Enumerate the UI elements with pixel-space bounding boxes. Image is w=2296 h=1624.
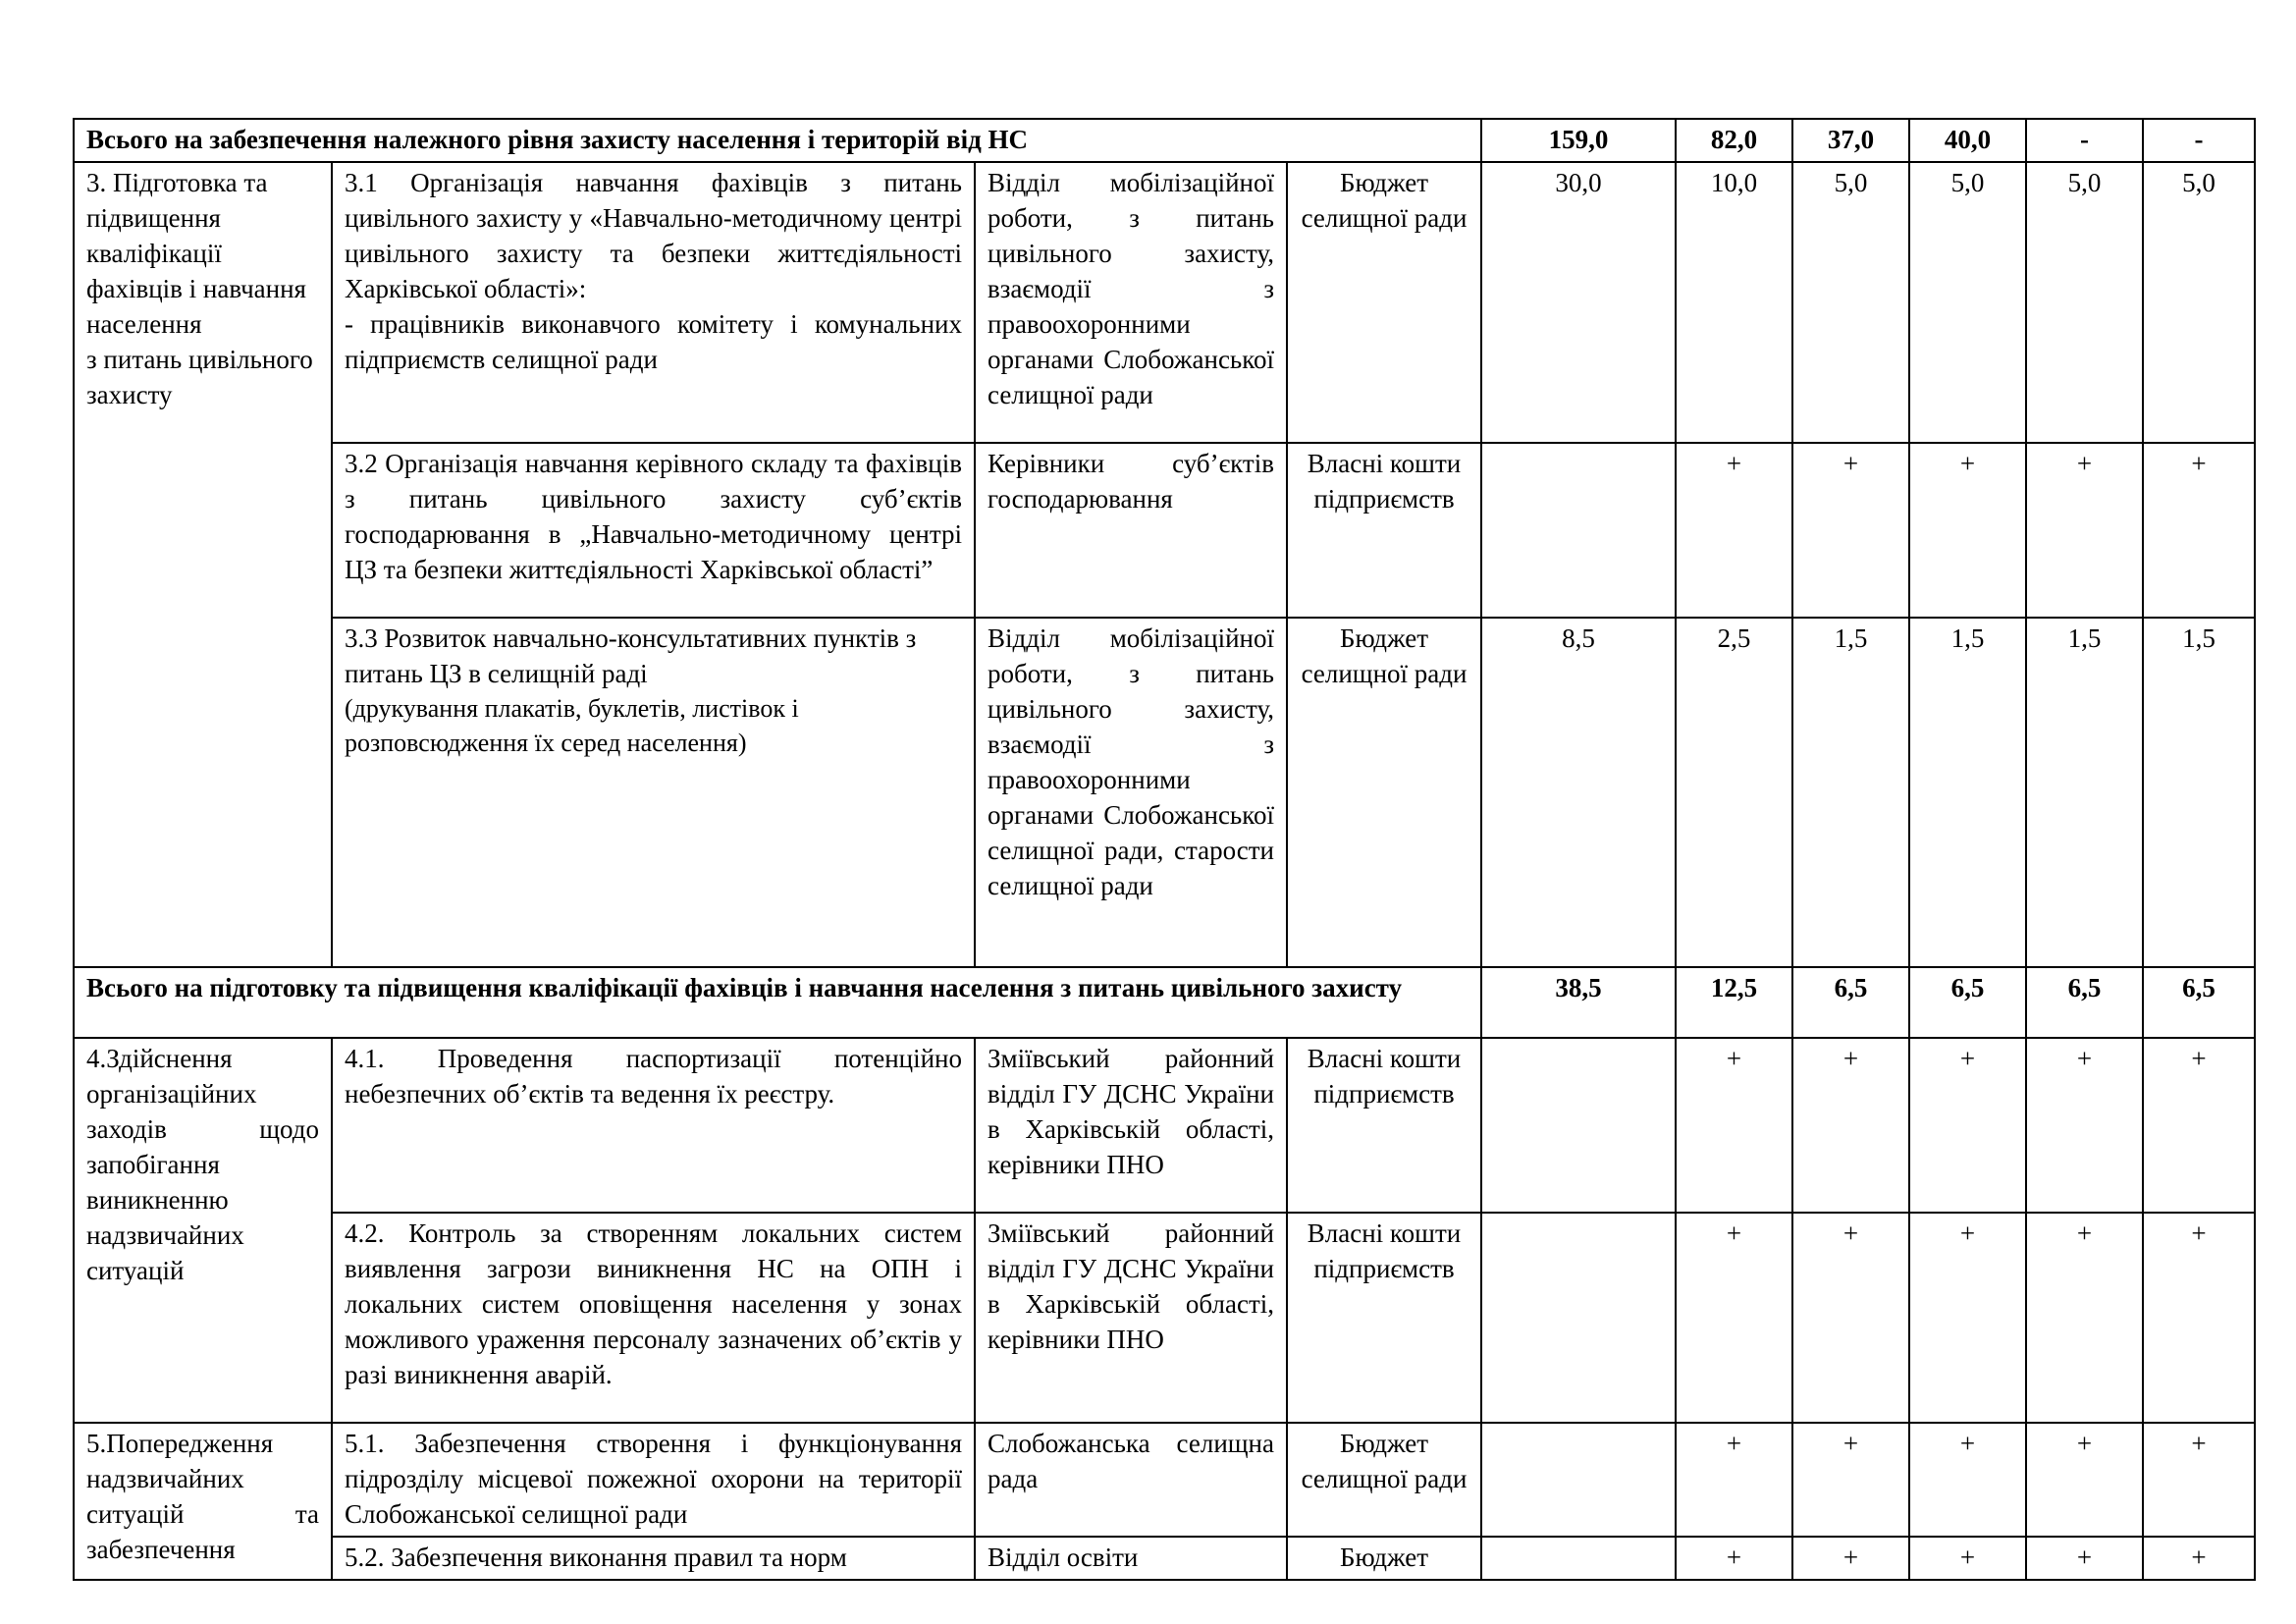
funding-source-cell: Власні кошти підприємств bbox=[1287, 1213, 1481, 1423]
responsible-cell: Зміївський районний відділ ГУ ДСНС України в Харківській області, керівники ПНО bbox=[975, 1213, 1287, 1423]
section-title: 5.Попередження надзвичайних ситуацій та забезпечення bbox=[74, 1423, 332, 1580]
measure-text: (друкування плакатів, буклетів, листівок і розповсюдження їх серед населення) bbox=[345, 694, 799, 757]
total-value: 159,0 bbox=[1481, 119, 1676, 162]
value-cell: 1,5 bbox=[1909, 618, 2026, 967]
total-value: 12,5 bbox=[1676, 967, 1792, 1038]
value-cell: + bbox=[1909, 1038, 2026, 1213]
total-value: - bbox=[2143, 119, 2255, 162]
measure-text: 5.1. Забезпечення створення і функціонування підрозділу місцевої пожежної охорони на території Слобожанської селищної ради bbox=[332, 1423, 975, 1537]
value-cell bbox=[1481, 443, 1676, 618]
table-row bbox=[74, 1423, 2255, 1537]
measure-text: 3.1 Організація навчання фахівців з питань цивільного захисту у «Навчально-методичному центрі цивільного захисту та безпеки життєдіяльності Харківської області»: bbox=[345, 168, 962, 303]
value-cell: + bbox=[1909, 443, 2026, 618]
value-cell: + bbox=[2026, 1537, 2143, 1580]
value-cell: 2,5 bbox=[1676, 618, 1792, 967]
total-value: 6,5 bbox=[1792, 967, 1909, 1038]
value-cell: 5,0 bbox=[1909, 162, 2026, 443]
value-cell bbox=[1481, 1213, 1676, 1423]
measure-text: 5.2. Забезпечення виконання правил та норм bbox=[332, 1537, 975, 1580]
value-cell: + bbox=[1676, 1423, 1792, 1537]
total-value: 37,0 bbox=[1792, 119, 1909, 162]
value-cell: + bbox=[2143, 1537, 2255, 1580]
value-cell: 5,0 bbox=[2143, 162, 2255, 443]
total-label: Всього на підготовку та підвищення кваліфікації фахівців і навчання населення з питань цивільного захисту bbox=[74, 967, 1481, 1038]
value-cell: + bbox=[2026, 1213, 2143, 1423]
value-cell: + bbox=[1792, 1038, 1909, 1213]
total-value: 38,5 bbox=[1481, 967, 1676, 1038]
value-cell: 10,0 bbox=[1676, 162, 1792, 443]
funding-source-cell: Бюджет селищної ради bbox=[1287, 162, 1481, 443]
funding-source-cell: Бюджет селищної ради bbox=[1287, 618, 1481, 967]
responsible-cell: Відділ мобілізаційної роботи, з питань цивільного захисту, взаємодії з правоохоронними органами Слобожанської селищної ради bbox=[975, 162, 1287, 443]
table-row bbox=[74, 618, 2255, 967]
responsible-cell: Зміївський районний відділ ГУ ДСНС України в Харківській області, керівники ПНО bbox=[975, 1038, 1287, 1213]
value-cell: + bbox=[1909, 1423, 2026, 1537]
total-value: 6,5 bbox=[2143, 967, 2255, 1038]
value-cell: 1,5 bbox=[2143, 618, 2255, 967]
value-cell: + bbox=[2026, 443, 2143, 618]
value-cell: 5,0 bbox=[2026, 162, 2143, 443]
total-label: Всього на забезпечення належного рівня захисту населення і територій від НС bbox=[74, 119, 1481, 162]
value-cell: + bbox=[2026, 1038, 2143, 1213]
value-cell: + bbox=[2143, 1213, 2255, 1423]
value-cell: + bbox=[1792, 1213, 1909, 1423]
value-cell: + bbox=[1676, 1038, 1792, 1213]
value-cell: + bbox=[1909, 1213, 2026, 1423]
measure-text: 4.1. Проведення паспортизації потенційно небезпечних об’єктів та ведення їх реєстру. bbox=[332, 1038, 975, 1213]
value-cell: + bbox=[2026, 1423, 2143, 1537]
value-cell: + bbox=[1676, 1213, 1792, 1423]
total-value: 40,0 bbox=[1909, 119, 2026, 162]
responsible-cell: Керівники суб’єктів господарювання bbox=[975, 443, 1287, 618]
program-measures-table bbox=[73, 118, 2256, 1581]
value-cell: + bbox=[1792, 443, 1909, 618]
value-cell: + bbox=[1792, 1423, 1909, 1537]
value-cell: 30,0 bbox=[1481, 162, 1676, 443]
measure-cell bbox=[332, 162, 975, 443]
funding-source-cell: Бюджет bbox=[1287, 1537, 1481, 1580]
measure-text: 4.2. Контроль за створенням локальних систем виявлення загрози виникнення НС на ОПН і локальних систем оповіщення населення у зонах можливого ураження персоналу зазначених об’єктів у разі виникнення аварій. bbox=[332, 1213, 975, 1423]
responsible-cell: Відділ освіти bbox=[975, 1537, 1287, 1580]
funding-source-cell: Власні кошти підприємств bbox=[1287, 1038, 1481, 1213]
table-row bbox=[74, 1537, 2255, 1580]
responsible-cell: Відділ мобілізаційної роботи, з питань цивільного захисту, взаємодії з правоохоронними органами Слобожанської селищної ради, старости селищної ради bbox=[975, 618, 1287, 967]
table-row bbox=[74, 162, 2255, 443]
value-cell: 1,5 bbox=[2026, 618, 2143, 967]
value-cell: + bbox=[1676, 443, 1792, 618]
value-cell: + bbox=[2143, 443, 2255, 618]
funding-source-cell: Бюджет селищної ради bbox=[1287, 1423, 1481, 1537]
measure-text: 3.2 Організація навчання керівного складу та фахівців з питань цивільного захисту суб’єктів господарювання в „Навчально-методичному центрі ЦЗ та безпеки життєдіяльності Харківської області” bbox=[332, 443, 975, 618]
value-cell bbox=[1481, 1537, 1676, 1580]
table-row bbox=[74, 1038, 2255, 1213]
total-value: 6,5 bbox=[1909, 967, 2026, 1038]
value-cell: 8,5 bbox=[1481, 618, 1676, 967]
value-cell: + bbox=[1676, 1537, 1792, 1580]
total-value: - bbox=[2026, 119, 2143, 162]
value-cell: + bbox=[1909, 1537, 2026, 1580]
value-cell: + bbox=[1792, 1537, 1909, 1580]
total-row bbox=[74, 967, 2255, 1038]
table-row bbox=[74, 443, 2255, 618]
section-title: 3. Підготовка та підвищення кваліфікації фахівців і навчання населення з питань цивільного захисту bbox=[74, 162, 332, 967]
funding-source-cell: Власні кошти підприємств bbox=[1287, 443, 1481, 618]
total-row bbox=[74, 119, 2255, 162]
total-value: 82,0 bbox=[1676, 119, 1792, 162]
value-cell: + bbox=[2143, 1423, 2255, 1537]
measure-text: - працівників виконавчого комітету і комунальних підприємств селищної ради bbox=[345, 309, 962, 374]
table-row bbox=[74, 1213, 2255, 1423]
value-cell: 5,0 bbox=[1792, 162, 1909, 443]
measure-cell bbox=[332, 618, 975, 967]
value-cell bbox=[1481, 1038, 1676, 1213]
responsible-cell: Слобожанська селищна рада bbox=[975, 1423, 1287, 1537]
value-cell: + bbox=[2143, 1038, 2255, 1213]
total-value: 6,5 bbox=[2026, 967, 2143, 1038]
value-cell bbox=[1481, 1423, 1676, 1537]
value-cell: 1,5 bbox=[1792, 618, 1909, 967]
section-title: 4.Здійснення організаційних заходів щодо запобігання виникненню надзвичайних ситуацій bbox=[74, 1038, 332, 1423]
measure-text: 3.3 Розвиток навчально-консультативних пунктів з питань ЦЗ в селищній раді bbox=[345, 623, 917, 688]
